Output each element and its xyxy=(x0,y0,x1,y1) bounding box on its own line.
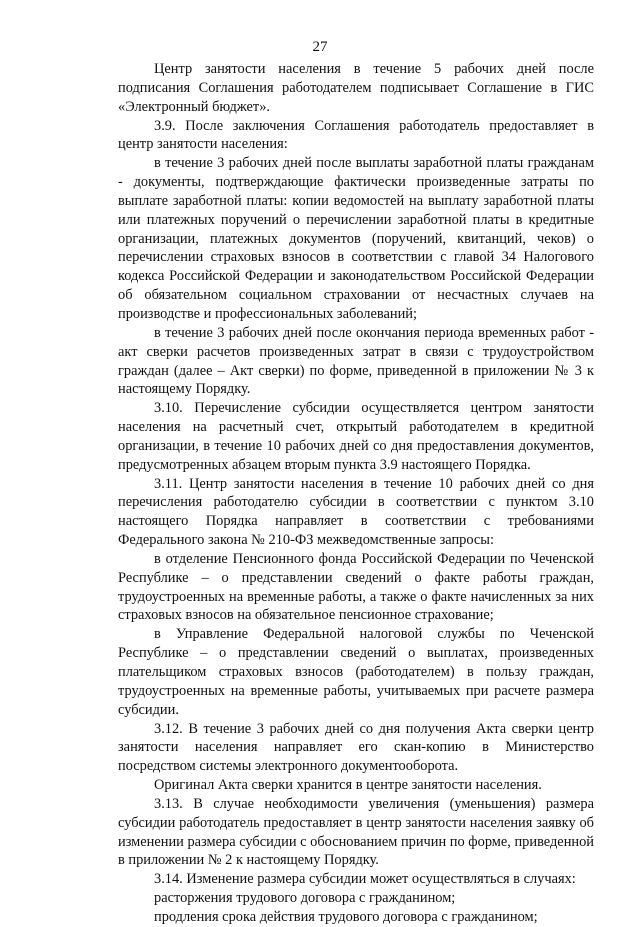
paragraph-wage-documents: в течение 3 рабочих дней после выплаты заработной платы гражданам - документы, подтверждающие фактически произведенные затраты по выплате заработной платы: копии ведомостей на выплату заработной платы или платежных поручений о перечислении заработной платы в кредитные организации, платежных документов (поручений, квитанций, чеков) о перечислении страховых взносов в соответствии с главой 34 Налогового кодекса Российской Федерации и законодательством Российской Федерации об обязательном социальном страховании от несчастных случаев на производстве и профессиональных заболеваний; xyxy=(118,155,594,322)
paragraph-3-10: 3.10. Перечисление субсидии осуществляется центром занятости населения на расчетный счет, открытый работодателем в кредитной организации, в течение 10 рабочих дней со дня предоставления документов, предусмотренных абзацем вторым пункта 3.9 настоящего Порядка. xyxy=(118,400,594,473)
paragraph-original-act-storage: Оригинал Акта сверки хранится в центре занятости населения. xyxy=(154,777,542,794)
paragraph-employment-center-signing: Центр занятости населения в течение 5 рабочих дней после подписания Соглашения работодателем подписывает Соглашение в ГИС «Электронный бюджет». xyxy=(118,61,594,115)
paragraph-3-14: 3.14. Изменение размера субсидии может осуществляться в случаях: xyxy=(154,871,576,888)
document-body xyxy=(118,60,594,927)
paragraph-contract-termination: расторжения трудового договора с гражданином; xyxy=(154,890,456,907)
paragraph-3-9: 3.9. После заключения Соглашения работодатель предоставляет в центр занятости населения: xyxy=(118,117,594,153)
paragraph-reconciliation-act: в течение 3 рабочих дней после окончания периода временных работ - акт сверки расчетов произведенных затрат в связи с трудоустройством граждан (далее – Акт сверки) по форме, приведенной в приложении № 3 к настоящему Порядку. xyxy=(118,324,594,398)
paragraph-tax-service-request: в Управление Федеральной налоговой службы по Чеченской Республике – о представлении сведений о выплатах, произведенных плательщиком страховых взносов (работодателем) в пользу граждан, трудоустроенных на временные работы, учитываемых при расчете размера субсидии. xyxy=(118,626,594,718)
paragraph-3-13: 3.13. В случае необходимости увеличения (уменьшения) размера субсидии работодатель предоставляет в центр занятости населения заявку об изменении размера субсидии с обоснованием причин по форме, приведенной в приложении № 2 к настоящему Порядку. xyxy=(118,795,594,869)
paragraph-3-11: 3.11. Центр занятости населения в течение 10 рабочих дней со дня перечисления работодателю субсидии в соответствии с пунктом 3.10 настоящего Порядка направляет в соответствии с требованиями Федерального закона № 210-ФЗ межведомственные запросы: xyxy=(118,475,594,549)
paragraph-contract-extension: продления срока действия трудового договора с гражданином; xyxy=(154,908,538,925)
page-number: 27 xyxy=(312,39,328,55)
paragraph-3-12: 3.12. В течение 3 рабочих дней со дня получения Акта сверки центр занятости населения направляет его скан-копию в Министерство посредством системы электронного документооборота. xyxy=(118,720,594,775)
paragraph-pension-fund-request: в отделение Пенсионного фонда Российской Федерации по Чеченской Республике – о представлении сведений о факте работы граждан, трудоустроенных на временные работы, а также о факте начисленных за них страховых взносов на обязательное пенсионное страхование; xyxy=(118,550,594,624)
